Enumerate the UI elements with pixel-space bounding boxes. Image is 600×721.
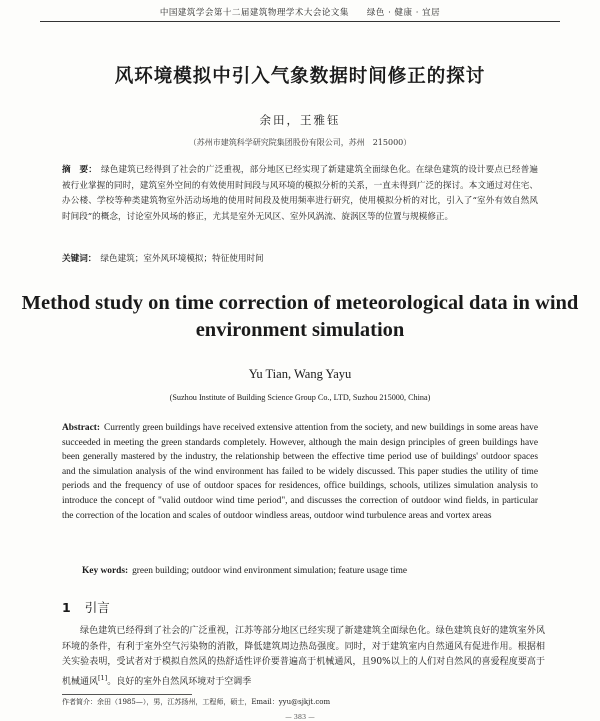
english-keywords-text: green building; outdoor wind environment simulation; feature usage time: [132, 566, 408, 576]
running-header-theme: 绿色 · 健康 · 宜居: [366, 8, 441, 18]
page-number: — 383 —: [285, 713, 315, 721]
section-body: [62, 624, 545, 690]
chinese-keywords-label: 关键词：: [62, 254, 97, 264]
header-rule: [40, 21, 560, 22]
section-body-text: 绿色建筑已经得到了社会的广泛重视，江苏等部分地区已经实现了新建建筑全面绿色化。绿色建筑良好的建筑室外风环境的条件，有利于室外空气污染物的消散，降低建筑周边热岛强度。同时，对于建筑室内自然通风有促进作用。根据相关实验表明，受试者对于模拟自然风的热舒适性评价要普遍高于机械通风，且90%以上的人们对自然风的喜爱程度要高于机械通风: [62, 626, 545, 687]
citation-ref: [1]: [98, 673, 108, 682]
english-title: Method study on time correction of meteorological data in wind environment simulation: [21, 292, 579, 341]
chinese-keywords-text: 绿色建筑；室外风环境模拟；特征使用时间: [100, 254, 264, 264]
chinese-keywords: [62, 252, 538, 268]
running-header: [40, 6, 560, 18]
section-number: 1: [62, 600, 71, 615]
section-body-tail: 。良好的室外自然风环境对于空调季: [107, 676, 252, 687]
english-abstract: [62, 421, 538, 523]
chinese-authors: 余田，王雅钰: [259, 113, 341, 127]
english-keywords-label: Key words:: [82, 566, 129, 576]
english-affiliation: (Suzhou Institute of Building Science Group Co., LTD, Suzhou 215000, China): [169, 393, 431, 402]
english-abstract-text: Currently green buildings have received extensive attention from the society, and new buildings in some areas have succeeded in meeting the green standards completely. However, although the main design principles of green buildings have been generally mastered by the industry, the relationship between the effective time period use of buildings' outdoor spaces and the simulation analysis of the wind environment has failed to be widely discussed. This paper studies the utility of time periods and the frequency of use of outdoor spaces for residences, office buildings, schools, utilizes simulation analysis to introduce the concept of "valid outdoor wind time period", and discusses the correction of outdoor wind fields, in particular the correction of the location and scales of outdoor windless areas, outdoor wind turbulence areas and vortex areas: [62, 423, 538, 521]
running-header-journal: 中国建筑学会第十二届建筑物理学术大会论文集: [159, 8, 349, 18]
footnote-rule: [62, 694, 192, 695]
section-title: 引言: [84, 600, 110, 615]
chinese-abstract-text: 绿色建筑已经得到了社会的广泛重视，部分地区已经实现了新建建筑全面绿色化。在绿色建筑的设计要点已经普遍被行业掌握的同时，建筑室外空间的有效使用时间段与风环境的模拟分析的关系，一直未得到广泛的探讨。本文通过对住宅、办公楼、学校等种类建筑物室外活动场地的使用时间段及使用频率进行研究，使用模拟分析的对比，引入了“室外有效自然风时间段”的概念，讨论室外风场的修正，尤其是室外无风区、室外风涡流、旋涡区等的位置与规模修正。: [62, 165, 538, 222]
chinese-abstract-label: 摘 要：: [62, 165, 97, 175]
chinese-affiliation: （苏州市建筑科学研究院集团股份有限公司，苏州 215000）: [188, 138, 412, 147]
english-abstract-label: Abstract:: [62, 423, 101, 433]
english-keywords: [82, 566, 538, 576]
author-footnote: 作者简介：余田（1985—），男，江苏扬州，工程师，硕士，Email：yyu@sjkjt.com: [62, 698, 331, 706]
chinese-title: 风环境模拟中引入气象数据时间修正的探讨: [114, 66, 486, 87]
english-authors: Yu Tian, Wang Yayu: [248, 367, 352, 381]
section-heading: [62, 598, 110, 616]
chinese-abstract: [62, 163, 538, 225]
